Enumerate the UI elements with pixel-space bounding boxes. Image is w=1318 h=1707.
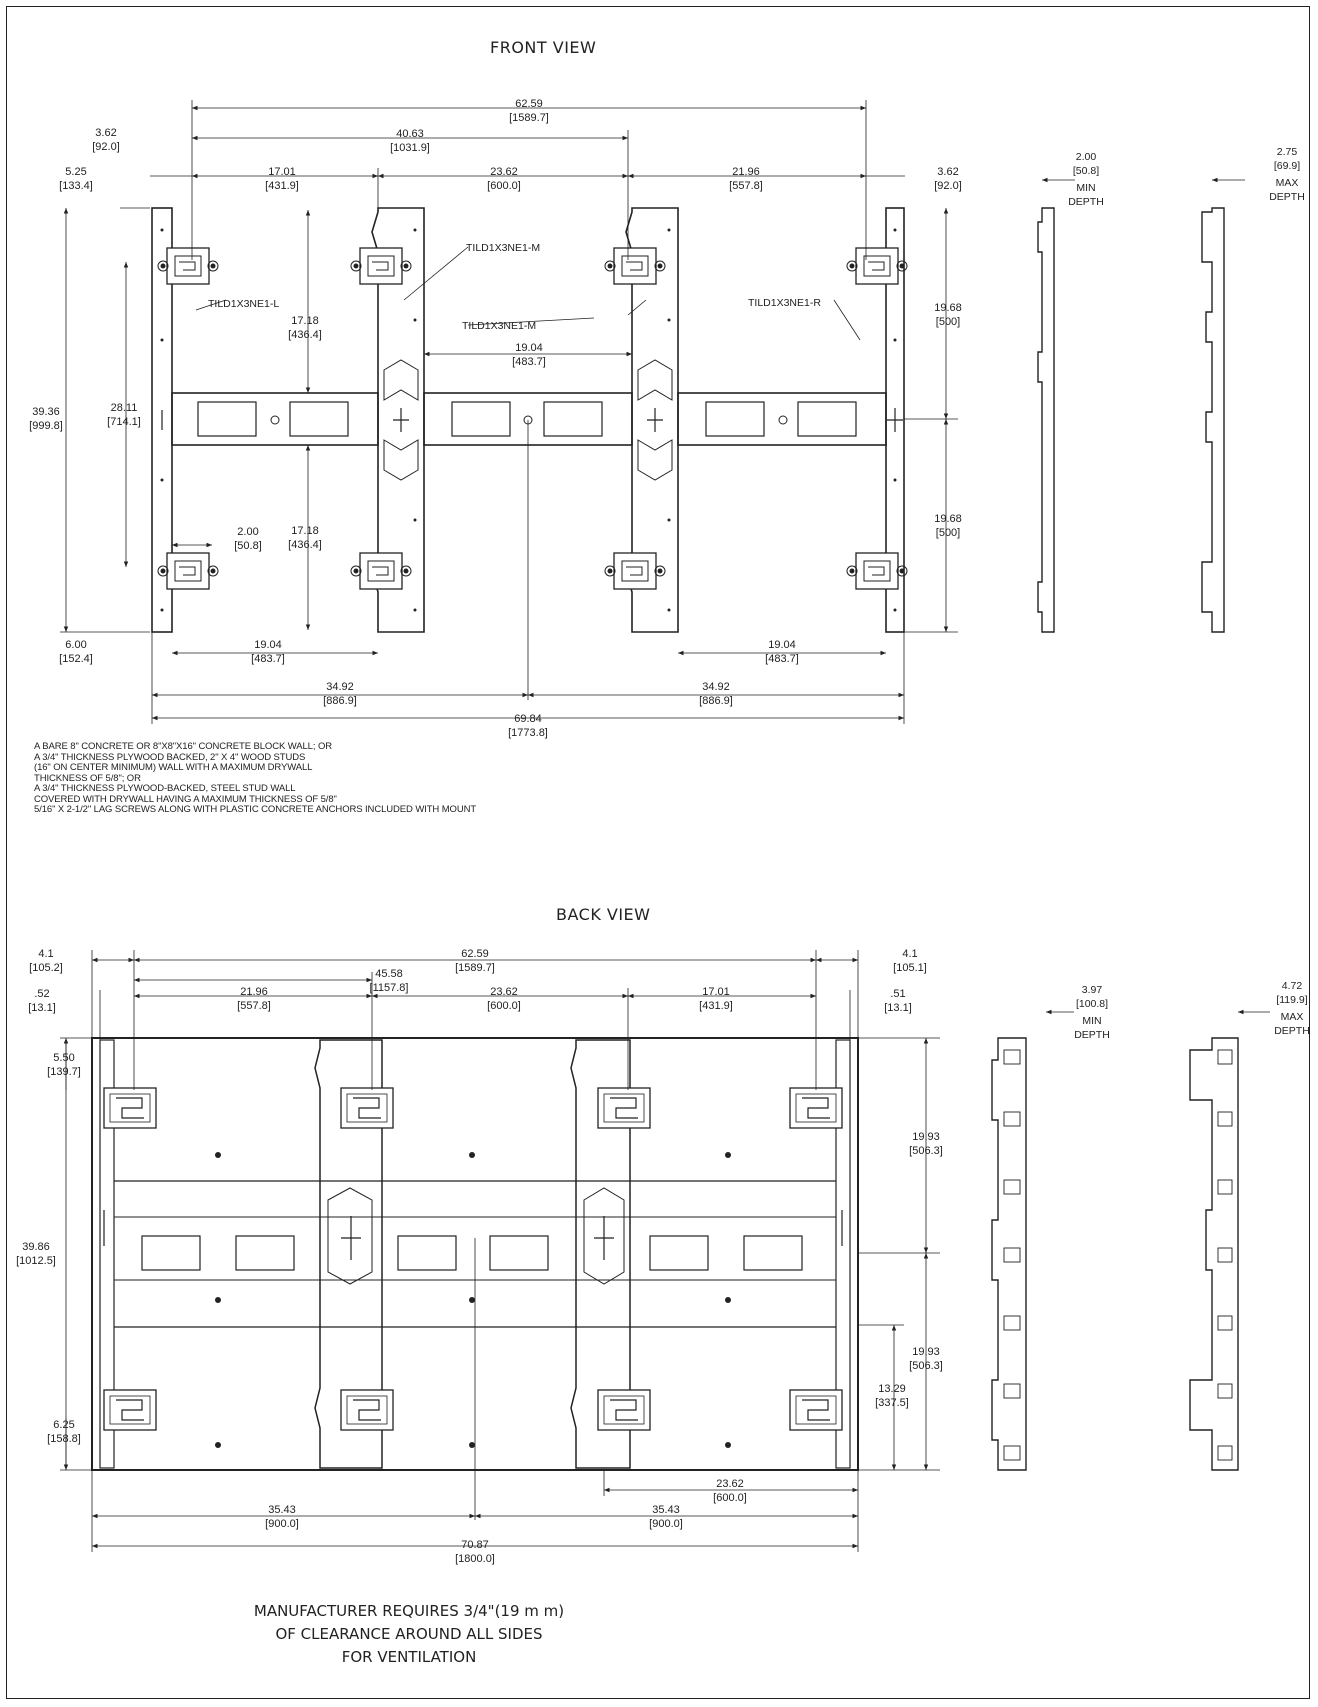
dim-text: 34.92 bbox=[702, 681, 730, 693]
dim-text: [600.0] bbox=[487, 1000, 521, 1012]
note-line: THICKNESS OF 5/8"; OR bbox=[34, 772, 141, 784]
dim-text: [139.7] bbox=[47, 1066, 81, 1078]
dim-text: 17.18 bbox=[291, 315, 319, 327]
dim-text: [105.1] bbox=[893, 962, 927, 974]
note-line: A 3/4" THICKNESS PLYWOOD-BACKED, STEEL STUD WALL bbox=[34, 783, 296, 794]
back-view-title: BACK VIEW bbox=[556, 905, 651, 924]
front-dimension-lines bbox=[60, 100, 1245, 724]
dim-text: [557.8] bbox=[729, 180, 763, 192]
dim-text: 23.62 bbox=[490, 986, 518, 998]
dim-text: 40.63 bbox=[396, 128, 424, 140]
dim-text: 4.1 bbox=[902, 948, 918, 960]
dim-text: 34.92 bbox=[326, 681, 354, 693]
front-side-max bbox=[1202, 208, 1224, 632]
dim-text: [886.9] bbox=[699, 695, 733, 707]
part-label: TILD1X3NE1-M bbox=[466, 242, 541, 254]
part-label: TILD1X3NE1-R bbox=[748, 297, 821, 309]
dim-text: 21.96 bbox=[240, 986, 268, 998]
dim-text: 39.36 bbox=[32, 406, 60, 418]
dim-text: [600.0] bbox=[713, 1492, 747, 1504]
dim-text: 17.01 bbox=[702, 986, 730, 998]
dim-text: 3.62 bbox=[95, 127, 117, 139]
dim-text: 45.58 bbox=[375, 968, 403, 980]
dim-text: [1589.7] bbox=[509, 112, 549, 124]
dim-text: 3.97 bbox=[1081, 984, 1103, 996]
dim-text: .52 bbox=[34, 988, 50, 1000]
dim-text: [1800.0] bbox=[455, 1553, 495, 1565]
dim-text: MAX bbox=[1275, 177, 1299, 189]
dim-text: [886.9] bbox=[323, 695, 357, 707]
dim-text: 6.00 bbox=[65, 639, 87, 651]
dim-text: 19.93 bbox=[912, 1131, 940, 1143]
front-dimension-texts bbox=[29, 98, 962, 739]
dim-text: 17.01 bbox=[268, 166, 296, 178]
dim-text: DEPTH bbox=[1269, 191, 1305, 203]
dim-text: 5.50 bbox=[53, 1052, 75, 1064]
dim-text: [483.7] bbox=[512, 356, 546, 368]
dim-text: 62.59 bbox=[461, 948, 489, 960]
dim-text: 23.62 bbox=[716, 1478, 744, 1490]
dim-text: MAX bbox=[1280, 1011, 1304, 1023]
crossbar-3 bbox=[678, 393, 886, 445]
dim-text: [714.1] bbox=[107, 416, 141, 428]
dim-text: 35.43 bbox=[268, 1504, 296, 1516]
note-line: A 3/4" THICKNESS PLYWOOD BACKED, 2" X 4" WOOD STUDS bbox=[34, 751, 306, 763]
dim-text: [483.7] bbox=[765, 653, 799, 665]
note-line: 5/16" X 2-1/2" LAG SCREWS ALONG WITH PLASTIC CONCRETE ANCHORS INCLUDED WITH MOUNT bbox=[34, 804, 477, 815]
dim-text: [13.1] bbox=[28, 1002, 56, 1014]
dim-text: 23.62 bbox=[490, 166, 518, 178]
dim-text: MIN bbox=[1082, 1015, 1102, 1027]
dim-text: MIN bbox=[1076, 182, 1096, 194]
dim-text: 19.04 bbox=[254, 639, 282, 651]
note-line: A BARE 8" CONCRETE OR 8"X8"X16" CONCRETE BLOCK WALL; OR bbox=[34, 741, 332, 752]
dim-text: [337.5] bbox=[875, 1397, 909, 1409]
dim-text: [506.3] bbox=[909, 1145, 943, 1157]
dim-text: 19.68 bbox=[934, 513, 962, 525]
back-side-max bbox=[1190, 1038, 1238, 1470]
dim-text: 3.62 bbox=[937, 166, 959, 178]
dim-text: 17.18 bbox=[291, 525, 319, 537]
back-side-depth-texts bbox=[1074, 980, 1310, 1041]
back-dimension-texts bbox=[16, 948, 943, 1565]
dim-text: [506.3] bbox=[909, 1360, 943, 1372]
dim-text: [119.9] bbox=[1276, 994, 1308, 1006]
dim-text: [900.0] bbox=[649, 1518, 683, 1530]
dim-text: 35.43 bbox=[652, 1504, 680, 1516]
dim-text: [13.1] bbox=[884, 1002, 912, 1014]
dim-text: 19.04 bbox=[768, 639, 796, 651]
dim-text: DEPTH bbox=[1068, 196, 1104, 208]
dim-text: [557.8] bbox=[237, 1000, 271, 1012]
note-line: (16" ON CENTER MINIMUM) WALL WITH A MAXIMUM DRYWALL bbox=[34, 762, 313, 773]
dim-text: [1157.8] bbox=[369, 982, 409, 994]
dim-text: [900.0] bbox=[265, 1518, 299, 1530]
dim-text: [431.9] bbox=[699, 1000, 733, 1012]
dim-text: [92.0] bbox=[92, 141, 120, 153]
dim-text: 69.84 bbox=[514, 713, 542, 725]
dim-text: 39.86 bbox=[22, 1241, 50, 1253]
dim-text: [500] bbox=[935, 316, 961, 328]
dim-text: [50.8] bbox=[234, 540, 262, 552]
dim-text: [100.8] bbox=[1075, 998, 1109, 1010]
note-line: COVERED WITH DRYWALL HAVING A MAXIMUM THICKNESS OF 5/8" bbox=[34, 793, 337, 805]
dim-text: 6.25 bbox=[53, 1419, 75, 1431]
dim-text: 19.68 bbox=[934, 302, 962, 314]
dim-text: 19.93 bbox=[912, 1346, 940, 1358]
dim-text: [50.8] bbox=[1072, 165, 1100, 177]
front-side-depth-texts bbox=[1068, 146, 1305, 208]
ventilation-line: OF CLEARANCE AROUND ALL SIDES bbox=[275, 1625, 543, 1643]
dim-text: [436.4] bbox=[288, 539, 322, 551]
dim-text: [600.0] bbox=[487, 180, 521, 192]
dim-text: 70.87 bbox=[461, 1539, 489, 1551]
dim-text: [1031.9] bbox=[390, 142, 430, 154]
dim-text: 28.11 bbox=[110, 402, 138, 414]
dim-text: [436.4] bbox=[288, 329, 322, 341]
dim-text: 4.72 bbox=[1281, 980, 1303, 992]
dim-text: .51 bbox=[890, 988, 906, 1000]
dim-text: [431.9] bbox=[265, 180, 299, 192]
dim-text: [105.2] bbox=[29, 962, 63, 974]
crossbar-1 bbox=[172, 393, 378, 445]
dim-text: [69.9] bbox=[1273, 160, 1301, 172]
wall-requirements-note bbox=[34, 742, 476, 816]
dim-text: [999.8] bbox=[29, 420, 63, 432]
back-side-min bbox=[992, 1038, 1026, 1470]
dim-text: [1589.7] bbox=[455, 962, 495, 974]
front-view-drawing bbox=[152, 208, 1224, 632]
dim-text: 19.04 bbox=[515, 342, 543, 354]
part-label: TILD1X3NE1-M bbox=[462, 320, 537, 332]
dim-text: DEPTH bbox=[1274, 1025, 1310, 1037]
dim-text: 62.59 bbox=[515, 98, 543, 110]
dim-text: [1012.5] bbox=[16, 1255, 56, 1267]
dim-text: 2.75 bbox=[1276, 146, 1298, 158]
dim-text: DEPTH bbox=[1074, 1029, 1110, 1041]
front-side-min bbox=[1038, 208, 1054, 632]
ventilation-line: FOR VENTILATION bbox=[341, 1648, 477, 1666]
dim-text: 21.96 bbox=[732, 166, 760, 178]
dim-text: [92.0] bbox=[934, 180, 962, 192]
dim-text: [500] bbox=[935, 527, 961, 539]
dim-text: 2.00 bbox=[1075, 151, 1097, 163]
front-view-title: FRONT VIEW bbox=[490, 38, 597, 57]
dim-text: [152.4] bbox=[59, 653, 93, 665]
dim-text: [133.4] bbox=[59, 180, 93, 192]
part-label: TILD1X3NE1-L bbox=[208, 298, 280, 310]
dim-text: 4.1 bbox=[38, 948, 54, 960]
dim-text: 5.25 bbox=[65, 166, 87, 178]
ventilation-note bbox=[0, 1600, 818, 1669]
dim-text: 13.29 bbox=[878, 1383, 906, 1395]
back-view-drawing bbox=[92, 1038, 1238, 1470]
dim-text: [158.8] bbox=[47, 1433, 81, 1445]
dim-text: [1773.8] bbox=[508, 727, 548, 739]
ventilation-line: MANUFACTURER REQUIRES 3/4"(19 m m) bbox=[253, 1602, 565, 1620]
dim-text: [483.7] bbox=[251, 653, 285, 665]
dim-text: 2.00 bbox=[237, 526, 259, 538]
